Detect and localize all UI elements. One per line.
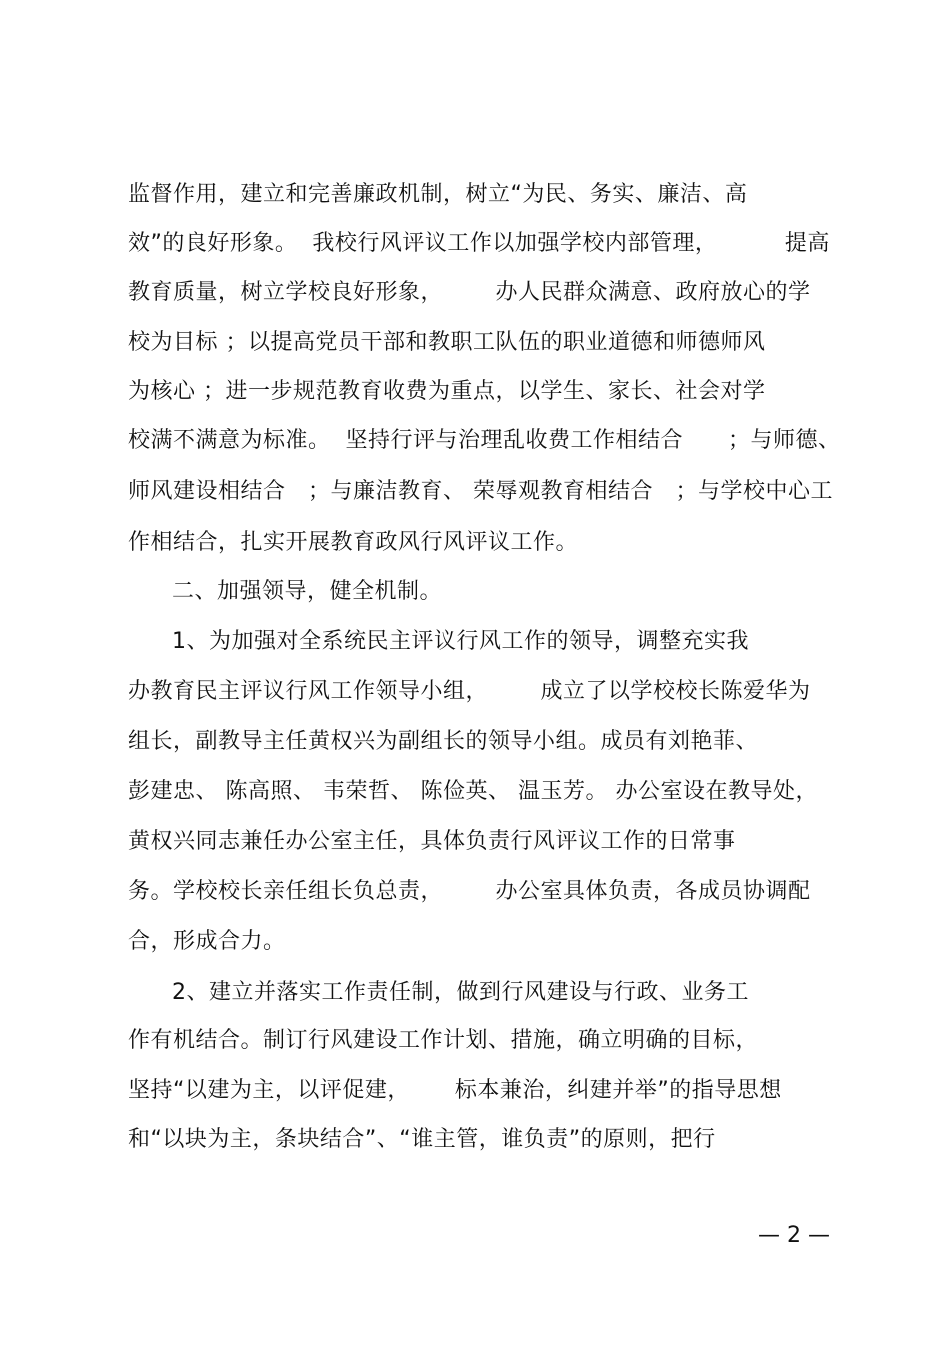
text-line-16: 合，形成合力。 xyxy=(128,929,286,954)
text-line-4: 校为目标 ；以提高党员干部和教职工队伍的职业道德和师德师风 xyxy=(128,330,766,355)
section-heading: 二、加强领导，健全机制。 xyxy=(172,579,443,604)
text-line-10: 1、为加强对全系统民主评议行风工作的领导，调整充实我 xyxy=(172,629,749,654)
text-line-13: 彭建忠、 陈高照、 韦荣哲、 陈俭英、 温玉芳。 办公室设在教导处， xyxy=(128,779,818,804)
text-line-1: 监督作用，建立和完善廉政机制，树立“为民、务实、廉洁、高 xyxy=(128,182,748,207)
text-line-17: 2、建立并落实工作责任制，做到行风建设与行政、业务工 xyxy=(172,980,749,1005)
text-line-6: 校满不满意为标准。 坚持行评与治理乱收费工作相结合 ；与师德、 xyxy=(128,428,841,453)
text-line-5: 为核心 ；进一步规范教育收费为重点，以学生、家长、社会对学 xyxy=(128,379,766,404)
text-line-3: 教育质量，树立学校良好形象， 办人民群众满意、政府放心的学 xyxy=(128,280,811,305)
text-line-15: 务。学校校长亲任组长负总责， 办公室具体负责，各成员协调配 xyxy=(128,879,811,904)
text-line-19: 坚持“以建为主，以评促建， 标本兼治，纠建并举”的指导思想 xyxy=(128,1078,782,1103)
text-line-7: 师风建设相结合 ；与廉洁教育、 荣辱观教育相结合 ；与学校中心工 xyxy=(128,479,833,504)
text-line-12: 组长，副教导主任黄权兴为副组长的领导小组。成员有刘艳菲、 xyxy=(128,729,759,754)
text-line-20: 和“以块为主，条块结合”、“谁主管，谁负责”的原则，把行 xyxy=(128,1127,716,1152)
text-line-11: 办教育民主评议行风工作领导小组， 成立了以学校校长陈爱华为 xyxy=(128,679,811,704)
text-line-8: 作相结合，扎实开展教育政风行风评议工作。 xyxy=(128,530,579,555)
text-line-2: 效”的良好形象。 我校行风评议工作以加强学校内部管理， 提高 xyxy=(128,231,830,256)
page-number: — 2 — xyxy=(758,1223,830,1248)
text-line-18: 作有机结合。制订行风建设工作计划、措施，确立明确的目标， xyxy=(128,1028,759,1053)
text-line-14: 黄权兴同志兼任办公室主任，具体负责行风评议工作的日常事 xyxy=(128,829,736,854)
